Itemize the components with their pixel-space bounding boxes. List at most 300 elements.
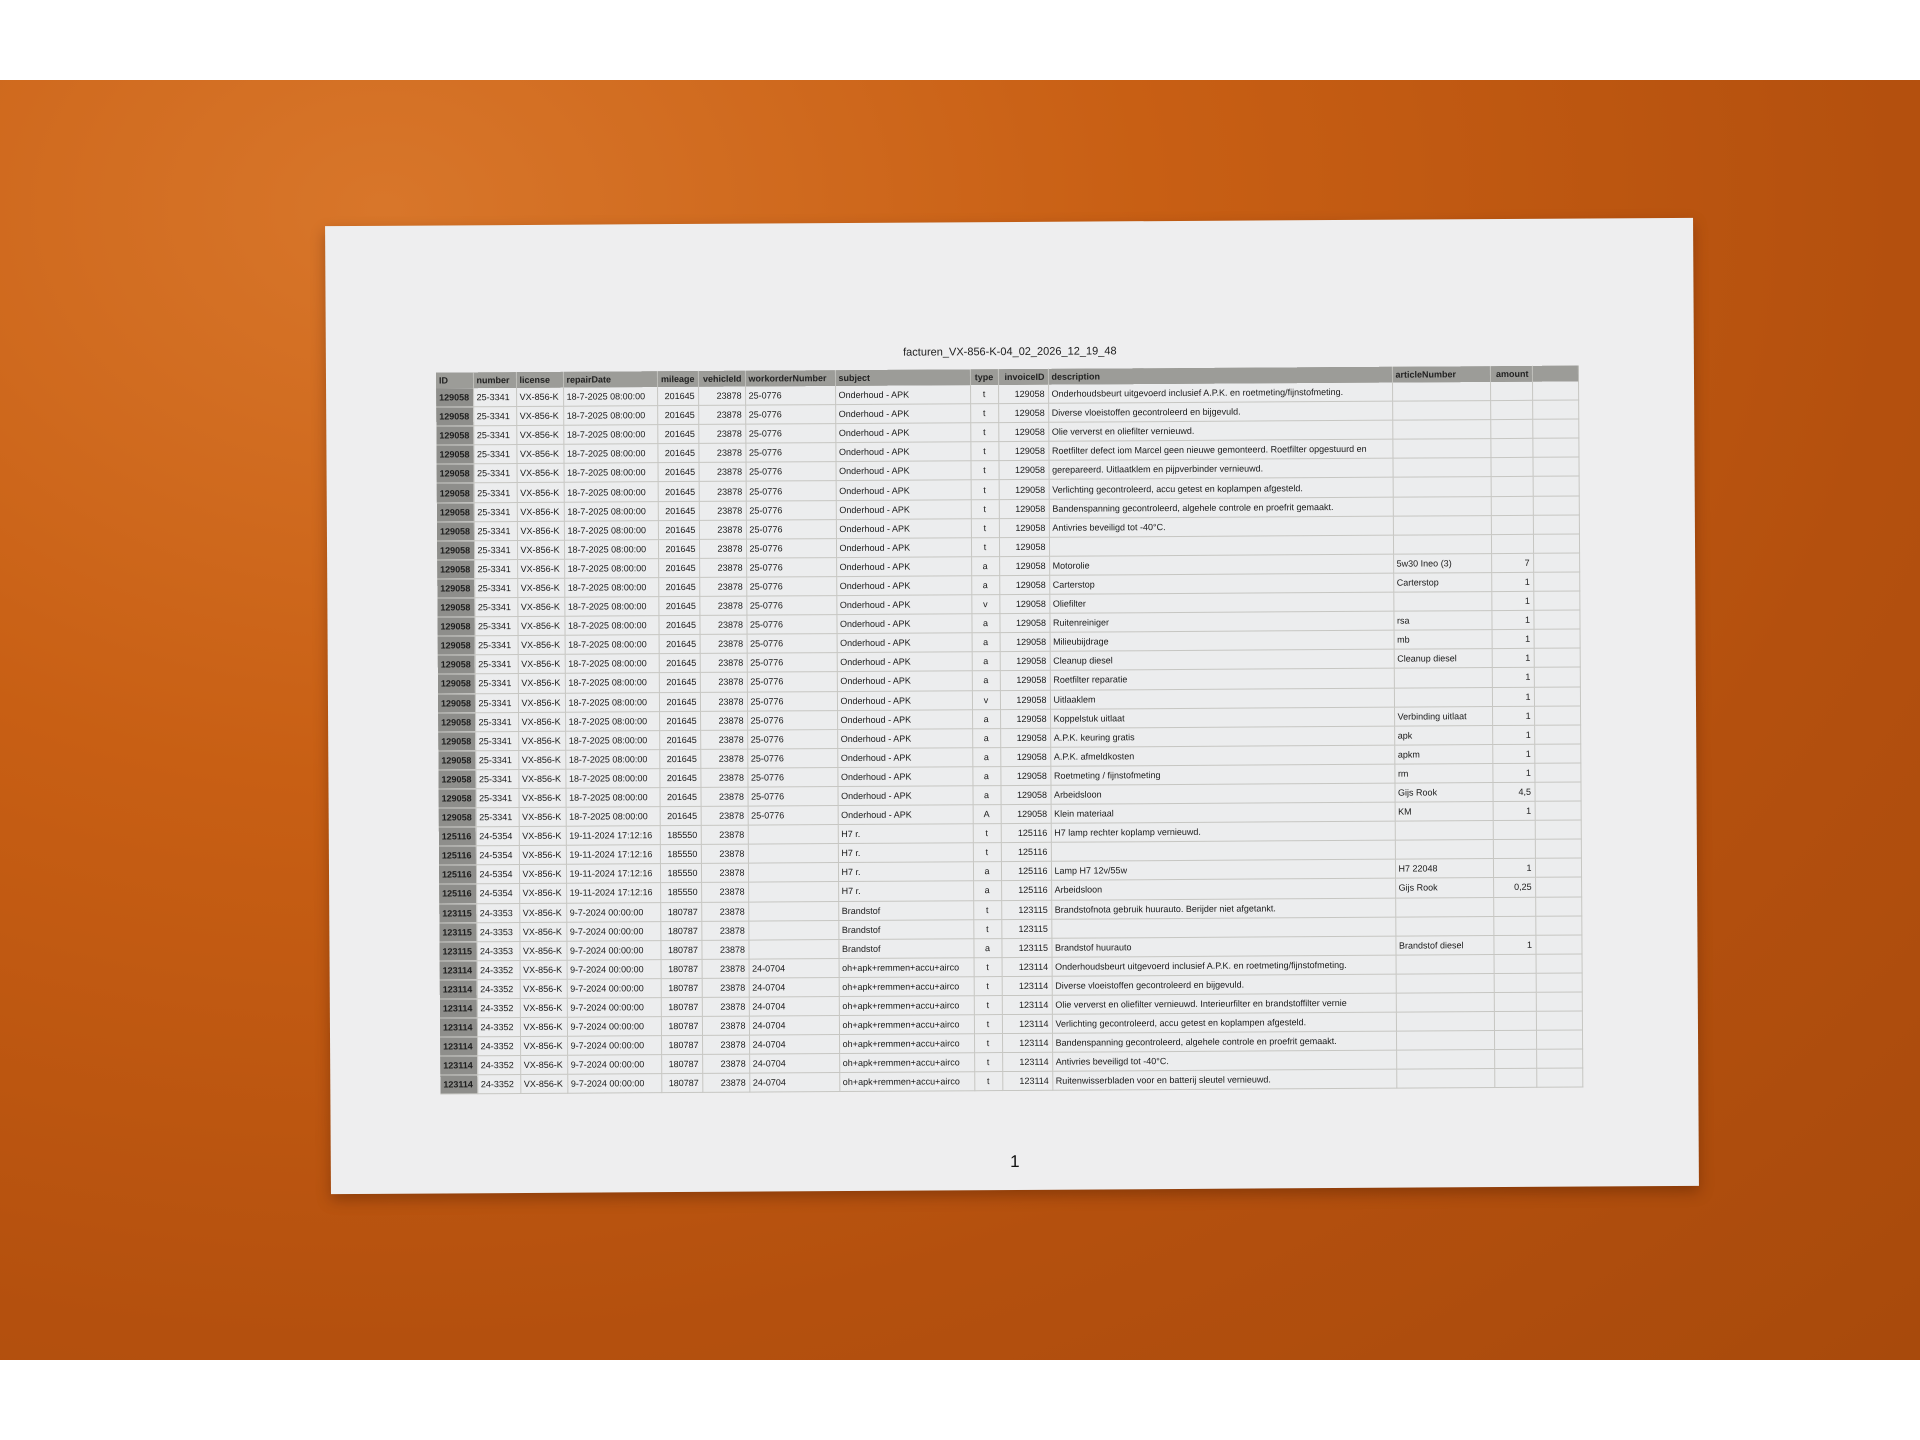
table-cell: 123114 (1002, 1014, 1052, 1033)
table-cell: 129058 (437, 560, 474, 579)
table-cell: Onderhoud - APK (835, 385, 970, 404)
table-cell: 24-3352 (477, 1056, 520, 1075)
table-cell: VX-856-K (519, 807, 566, 826)
table-cell (1396, 1031, 1494, 1051)
table-cell: 1 (1492, 763, 1534, 782)
table-cell: 25-3341 (474, 578, 517, 597)
table-cell: 23878 (700, 692, 747, 711)
table-cell: 201645 (658, 482, 699, 501)
table-cell: VX-856-K (520, 960, 567, 979)
table-cell: 23878 (700, 730, 747, 749)
table-cell: Onderhoud - APK (835, 404, 970, 424)
table-cell: Brandstof diesel (1395, 935, 1493, 955)
table-cell: 24-0704 (749, 977, 839, 997)
table-cell: 9-7-2024 00:00:00 (567, 979, 661, 999)
table-cell: 129058 (437, 598, 474, 617)
table-cell: 123114 (1002, 976, 1052, 995)
table-cell: 25-3341 (473, 407, 516, 426)
table-cell (1535, 916, 1581, 935)
table-cell: 129058 (1000, 632, 1050, 651)
table-cell: Roetfilter reparatie (1050, 669, 1394, 690)
table-cell: 25-3341 (473, 426, 516, 445)
table-cell: 125116 (439, 884, 476, 903)
table-cell: 23878 (700, 768, 747, 787)
table-cell: Olie ververst en oliefilter vernieuwd. (1048, 420, 1392, 441)
table-cell: 24-5354 (476, 884, 519, 903)
printed-page (325, 218, 1699, 1194)
table-cell: 18-7-2025 08:00:00 (563, 425, 657, 445)
invoice-table (436, 366, 1583, 1095)
table-cell: 201645 (659, 692, 700, 711)
table-cell: 18-7-2025 08:00:00 (565, 788, 659, 808)
table-cell: 1 (1493, 935, 1535, 954)
table-cell: Klein materiaal (1051, 802, 1395, 823)
table-cell: 201645 (660, 806, 701, 825)
table-cell: 1 (1492, 668, 1534, 687)
table-cell: Ruitenreiniger (1049, 611, 1393, 632)
table-cell: 23878 (700, 673, 747, 692)
table-cell: 9-7-2024 00:00:00 (567, 959, 661, 979)
table-cell: 4,5 (1492, 782, 1534, 801)
table-cell (1533, 534, 1579, 553)
table-cell: Antivries beveiligd tot -40°C. (1049, 516, 1393, 537)
table-cell: H7 r. (838, 843, 973, 863)
table-cell: 129058 (436, 407, 473, 426)
table-cell: oh+apk+remmen+accu+airco (839, 1034, 974, 1054)
table-cell: Bandenspanning gecontroleerd, algehele controle en proefrit gemaakt. (1052, 1031, 1396, 1052)
table-cell: 19-11-2024 17:12:16 (566, 826, 660, 846)
table-cell: 25-0776 (747, 729, 837, 749)
table-cell: 25-0776 (746, 615, 836, 635)
table-cell: 123115 (439, 941, 476, 960)
table-cell: a (972, 671, 1000, 690)
table-cell: 23878 (702, 1016, 749, 1035)
table-cell (1490, 420, 1532, 439)
table-cell (1490, 400, 1532, 419)
table-cell: 23878 (701, 902, 748, 921)
table-cell: 0,25 (1493, 878, 1535, 897)
table-cell: 129058 (1000, 728, 1050, 747)
column-header: workorderNumber (745, 370, 835, 387)
table-cell (1393, 515, 1491, 535)
table-cell: 25-3341 (475, 636, 518, 655)
table-cell: 129058 (437, 521, 474, 540)
table-cell: 9-7-2024 00:00:00 (566, 921, 660, 941)
table-cell (1534, 763, 1580, 782)
table-cell: H7 r. (838, 862, 973, 882)
table-cell: t (974, 1072, 1002, 1091)
table-cell: 9-7-2024 00:00:00 (567, 1036, 661, 1056)
table-cell (748, 863, 838, 883)
table-cell: a (972, 652, 1000, 671)
table-cell: 24-3352 (477, 960, 520, 979)
table-cell: 18-7-2025 08:00:00 (564, 616, 658, 636)
table-cell: 129058 (437, 483, 474, 502)
table-cell: 1 (1491, 572, 1533, 591)
table-cell: Onderhoud - APK (836, 537, 971, 557)
table-cell: 129058 (436, 426, 473, 445)
table-cell: 201645 (658, 501, 699, 520)
table-cell: 129058 (1000, 766, 1050, 785)
table-cell: t (973, 843, 1001, 862)
table-cell: apkm (1394, 744, 1492, 764)
table-cell: 129058 (999, 499, 1049, 518)
table-cell: 129058 (999, 537, 1049, 556)
table-cell: 18-7-2025 08:00:00 (564, 501, 658, 521)
table-cell: 129058 (437, 541, 474, 560)
table-cell (1533, 553, 1579, 572)
table-cell (1536, 1030, 1582, 1049)
table-cell (1494, 973, 1536, 992)
table-cell: a (973, 862, 1001, 881)
table-cell (1393, 477, 1491, 497)
table-cell: 25-3341 (473, 445, 516, 464)
table-cell (1534, 782, 1580, 801)
table-cell (1534, 706, 1580, 725)
table-cell: 25-0776 (746, 557, 836, 577)
table-cell: 23878 (702, 1035, 749, 1054)
table-cell: VX-856-K (516, 388, 563, 407)
table-cell: 25-0776 (745, 424, 835, 444)
table-cell: Cleanup diesel (1050, 649, 1394, 670)
table-cell: VX-856-K (520, 1075, 567, 1094)
table-cell: 18-7-2025 08:00:00 (565, 769, 659, 789)
table-cell: 24-3352 (477, 1075, 520, 1094)
table-cell: 129058 (1000, 785, 1050, 804)
table-cell: 125116 (439, 865, 476, 884)
table-cell: 9-7-2024 00:00:00 (567, 1017, 661, 1037)
table-cell (748, 882, 838, 902)
table-cell: Lamp H7 12v/55w (1051, 860, 1395, 881)
table-cell: VX-856-K (518, 731, 565, 750)
table-cell: A.P.K. afmeldkosten (1050, 745, 1394, 766)
table-cell: 25-3341 (474, 598, 517, 617)
table-cell: 23878 (701, 844, 748, 863)
table-cell: 185550 (660, 883, 701, 902)
table-cell: 180787 (661, 1074, 702, 1093)
table-cell (1396, 954, 1494, 974)
table-cell (1534, 648, 1580, 667)
table-cell: 25-0776 (746, 596, 836, 616)
table-cell (1534, 667, 1580, 686)
table-cell: a (973, 881, 1001, 900)
table-cell: a (971, 576, 999, 595)
column-header: type (970, 369, 998, 385)
table-cell: VX-856-K (520, 1056, 567, 1075)
table-cell: 23878 (701, 883, 748, 902)
table-cell: Milieubijdrage (1050, 630, 1394, 651)
table-cell: Verlichting gecontroleerd, accu getest en koplampen afgesteld. (1052, 1012, 1396, 1033)
table-cell: 129058 (438, 636, 475, 655)
table-cell (1494, 954, 1536, 973)
table-cell: 9-7-2024 00:00:00 (566, 940, 660, 960)
table-cell: 18-7-2025 08:00:00 (564, 482, 658, 502)
table-cell: 125116 (1001, 843, 1051, 862)
table-cell (1536, 1068, 1582, 1087)
table-cell: Brandstof huurauto (1051, 936, 1395, 957)
table-cell: 24-3352 (477, 1018, 520, 1037)
table-cell: 18-7-2025 08:00:00 (565, 635, 659, 655)
table-cell: 125116 (439, 827, 476, 846)
table-cell (1493, 820, 1535, 839)
table-cell: VX-856-K (516, 406, 563, 425)
table-cell (1494, 1030, 1536, 1049)
table-cell: VX-856-K (517, 597, 564, 616)
table-cell: VX-856-K (520, 998, 567, 1017)
page-number: 1 (1009, 1151, 1020, 1172)
table-cell: 185550 (660, 864, 701, 883)
table-cell (1533, 477, 1579, 496)
table-cell: 25-0776 (747, 767, 837, 787)
table-cell: 1 (1491, 591, 1533, 610)
table-cell: 24-0704 (749, 1073, 839, 1093)
table-cell: Motorolie (1049, 554, 1393, 575)
table-cell (1536, 973, 1582, 992)
table-cell: 25-0776 (746, 519, 836, 539)
table-cell (1396, 973, 1494, 993)
table-cell: 23878 (699, 482, 746, 501)
table-cell: 129058 (438, 712, 475, 731)
table-cell (1532, 438, 1578, 457)
invoice-table-container (436, 366, 1582, 1095)
table-cell: 25-0776 (746, 462, 836, 482)
table-cell: 185550 (660, 826, 701, 845)
table-cell: 24-3353 (476, 903, 519, 922)
table-cell: Onderhoud - APK (837, 633, 972, 653)
table-cell: a (971, 614, 999, 633)
table-cell: 123114 (1002, 995, 1052, 1014)
table-cell (1536, 1011, 1582, 1030)
table-cell: 25-3341 (475, 769, 518, 788)
table-cell: Onderhoud - APK (838, 805, 973, 825)
table-cell: 201645 (658, 577, 699, 596)
table-cell (1395, 840, 1493, 860)
table-cell: 24-3353 (476, 941, 519, 960)
table-cell: Onderhoudsbeurt uitgevoerd inclusief A.P.K. en roetmeting/fijnstofmeting. (1052, 955, 1396, 976)
table-cell (1536, 1049, 1582, 1068)
table-cell: 25-0776 (747, 691, 837, 711)
table-cell: 201645 (657, 406, 698, 425)
table-cell: 23878 (699, 462, 746, 481)
table-cell: KM (1395, 802, 1493, 822)
table-cell (1534, 629, 1580, 648)
table-cell (1490, 382, 1532, 401)
table-cell: 129058 (436, 388, 473, 407)
table-cell: Onderhoud - APK (837, 690, 972, 710)
table-cell: Arbeidsloon (1051, 879, 1395, 900)
table-cell: 123115 (1001, 919, 1051, 938)
table-cell (1532, 382, 1578, 401)
table-cell: oh+apk+remmen+accu+airco (839, 958, 974, 978)
table-cell: 9-7-2024 00:00:00 (567, 1055, 661, 1075)
table-cell: 18-7-2025 08:00:00 (563, 406, 657, 426)
table-cell: VX-856-K (518, 712, 565, 731)
table-cell: 25-3341 (475, 712, 518, 731)
table-cell: 123114 (1002, 1053, 1052, 1072)
table-cell: t (970, 404, 998, 423)
table-cell: 9-7-2024 00:00:00 (567, 998, 661, 1018)
table-cell: 18-7-2025 08:00:00 (564, 463, 658, 483)
table-cell: 24-5354 (476, 865, 519, 884)
table-cell: 18-7-2025 08:00:00 (566, 807, 660, 827)
table-cell: 23878 (702, 997, 749, 1016)
table-cell: 25-0776 (746, 538, 836, 558)
table-cell (1493, 840, 1535, 859)
table-cell: 25-0776 (747, 710, 837, 730)
table-cell: VX-856-K (519, 884, 566, 903)
table-cell: 129058 (439, 808, 476, 827)
table-cell: 25-0776 (747, 748, 837, 768)
table-cell: VX-856-K (519, 903, 566, 922)
table-cell: t (970, 442, 998, 461)
table-cell (1394, 668, 1492, 688)
table-cell (1532, 457, 1578, 476)
table-cell: 23878 (698, 387, 745, 406)
table-cell: Brandstofnota gebruik huurauto. Berijder niet afgetankt. (1051, 898, 1395, 919)
table-cell: Onderhoud - APK (837, 652, 972, 672)
table-cell: t (974, 1034, 1002, 1053)
column-header: subject (835, 369, 970, 386)
table-cell (1534, 744, 1580, 763)
table-cell: a (972, 786, 1000, 805)
table-cell: 19-11-2024 17:12:16 (566, 845, 660, 865)
table-cell: 129058 (438, 789, 475, 808)
table-cell: Olie ververst en oliefilter vernieuwd. Interieurfilter en brandstoffilter vernie (1052, 993, 1396, 1014)
table-cell (1393, 534, 1491, 554)
table-cell: A.P.K. keuring gratis (1050, 726, 1394, 747)
table-cell: Onderhoud - APK (836, 499, 971, 519)
table-cell: 23878 (700, 749, 747, 768)
table-cell: 23878 (698, 405, 745, 424)
table-cell: 25-3341 (475, 750, 518, 769)
table-cell: t (970, 423, 998, 442)
table-cell: Bandenspanning gecontroleerd, algehele controle en proefrit gemaakt. (1049, 497, 1393, 518)
table-cell: 125116 (439, 846, 476, 865)
table-cell: Onderhoud - APK (837, 709, 972, 729)
table-cell (1494, 1069, 1536, 1088)
table-cell: 125116 (1001, 823, 1051, 842)
table-cell: oh+apk+remmen+accu+airco (839, 977, 974, 997)
table-cell: 180787 (661, 959, 702, 978)
table-cell: VX-856-K (516, 425, 563, 444)
table-cell: t (974, 957, 1002, 976)
table-cell: 129058 (999, 461, 1049, 480)
table-cell: 18-7-2025 08:00:00 (564, 559, 658, 579)
table-cell: 25-3341 (475, 674, 518, 693)
table-cell: t (973, 824, 1001, 843)
table-cell: t (974, 1053, 1002, 1072)
table-cell: t (971, 461, 999, 480)
table-cell: Carterstop (1049, 573, 1393, 594)
column-header: description (1048, 367, 1392, 385)
table-cell: 129058 (438, 731, 475, 750)
table-cell: 23878 (698, 443, 745, 462)
table-cell (1535, 801, 1581, 820)
table-cell (1491, 496, 1533, 515)
table-cell (1534, 687, 1580, 706)
table-cell: oh+apk+remmen+accu+airco (839, 996, 974, 1016)
table-cell: Antivries beveiligd tot -40°C. (1052, 1050, 1396, 1071)
table-cell: VX-856-K (518, 635, 565, 654)
table-cell: 129058 (1000, 671, 1050, 690)
table-cell: Onderhoud - APK (837, 786, 972, 806)
table-cell (1396, 1012, 1494, 1032)
table-cell (1535, 858, 1581, 877)
table-cell: 23878 (702, 1073, 749, 1092)
table-cell: 129058 (999, 480, 1049, 499)
table-cell: 25-0776 (746, 577, 836, 597)
table-cell: t (974, 996, 1002, 1015)
table-cell: 201645 (658, 539, 699, 558)
table-cell: 24-3352 (477, 1037, 520, 1056)
table-cell: 18-7-2025 08:00:00 (565, 711, 659, 731)
table-cell: VX-856-K (517, 540, 564, 559)
table-cell: VX-856-K (518, 769, 565, 788)
table-cell: 24-5354 (476, 846, 519, 865)
table-cell: 23878 (702, 1054, 749, 1073)
table-cell (1392, 401, 1490, 421)
table-cell: Onderhoud - APK (837, 767, 972, 787)
table-cell: 24-0704 (749, 997, 839, 1017)
table-cell (1533, 591, 1579, 610)
table-cell: 18-7-2025 08:00:00 (565, 730, 659, 750)
table-cell (1536, 954, 1582, 973)
table-cell (1491, 515, 1533, 534)
table-cell (1490, 458, 1532, 477)
table-cell: a (971, 556, 999, 575)
table-cell: 23878 (698, 424, 745, 443)
table-cell: 23878 (702, 959, 749, 978)
table-cell (1534, 725, 1580, 744)
table-cell (748, 825, 838, 845)
table-cell (1396, 993, 1494, 1013)
table-cell: Carterstop (1393, 573, 1491, 593)
table-cell: VX-856-K (517, 483, 564, 502)
table-cell: Ruitenwisserbladen voor en batterij sleutel vernieuwd. (1052, 1070, 1396, 1091)
table-cell: Koppelstuk uitlaat (1050, 707, 1394, 728)
table-cell: 129058 (1000, 747, 1050, 766)
table-cell: oh+apk+remmen+accu+airco (839, 1072, 974, 1092)
table-cell: Verbinding uitlaat (1394, 706, 1492, 726)
table-cell: Onderhoud - APK (837, 748, 972, 768)
table-cell: Diverse vloeistoffen gecontroleerd en bijgevuld. (1048, 401, 1392, 422)
table-cell: 201645 (659, 673, 700, 692)
table-cell: t (970, 385, 998, 404)
table-cell (1532, 400, 1578, 419)
table-cell: 201645 (657, 387, 698, 406)
table-cell: rm (1394, 763, 1492, 783)
table-cell: 129058 (1000, 709, 1050, 728)
table-cell: 201645 (659, 787, 700, 806)
table-cell: 201645 (659, 749, 700, 768)
table-cell: 1 (1491, 610, 1533, 629)
table-cell: a (973, 938, 1001, 957)
table-cell: Brandstof (838, 919, 973, 939)
table-cell: Gijs Rook (1395, 878, 1493, 898)
table-cell: Onderhoud - APK (837, 728, 972, 748)
table-cell: 180787 (661, 1016, 702, 1035)
table-cell: Arbeidsloon (1050, 783, 1394, 804)
table-cell (1494, 992, 1536, 1011)
table-cell: 18-7-2025 08:00:00 (563, 387, 657, 406)
table-cell: 180787 (661, 978, 702, 997)
table-cell (1536, 992, 1582, 1011)
table-cell: Onderhoud - APK (836, 614, 971, 634)
table-cell: 24-0704 (749, 1016, 839, 1036)
table-cell: 201645 (657, 444, 698, 463)
table-cell: VX-856-K (519, 922, 566, 941)
table-cell: 129058 (1001, 804, 1051, 823)
